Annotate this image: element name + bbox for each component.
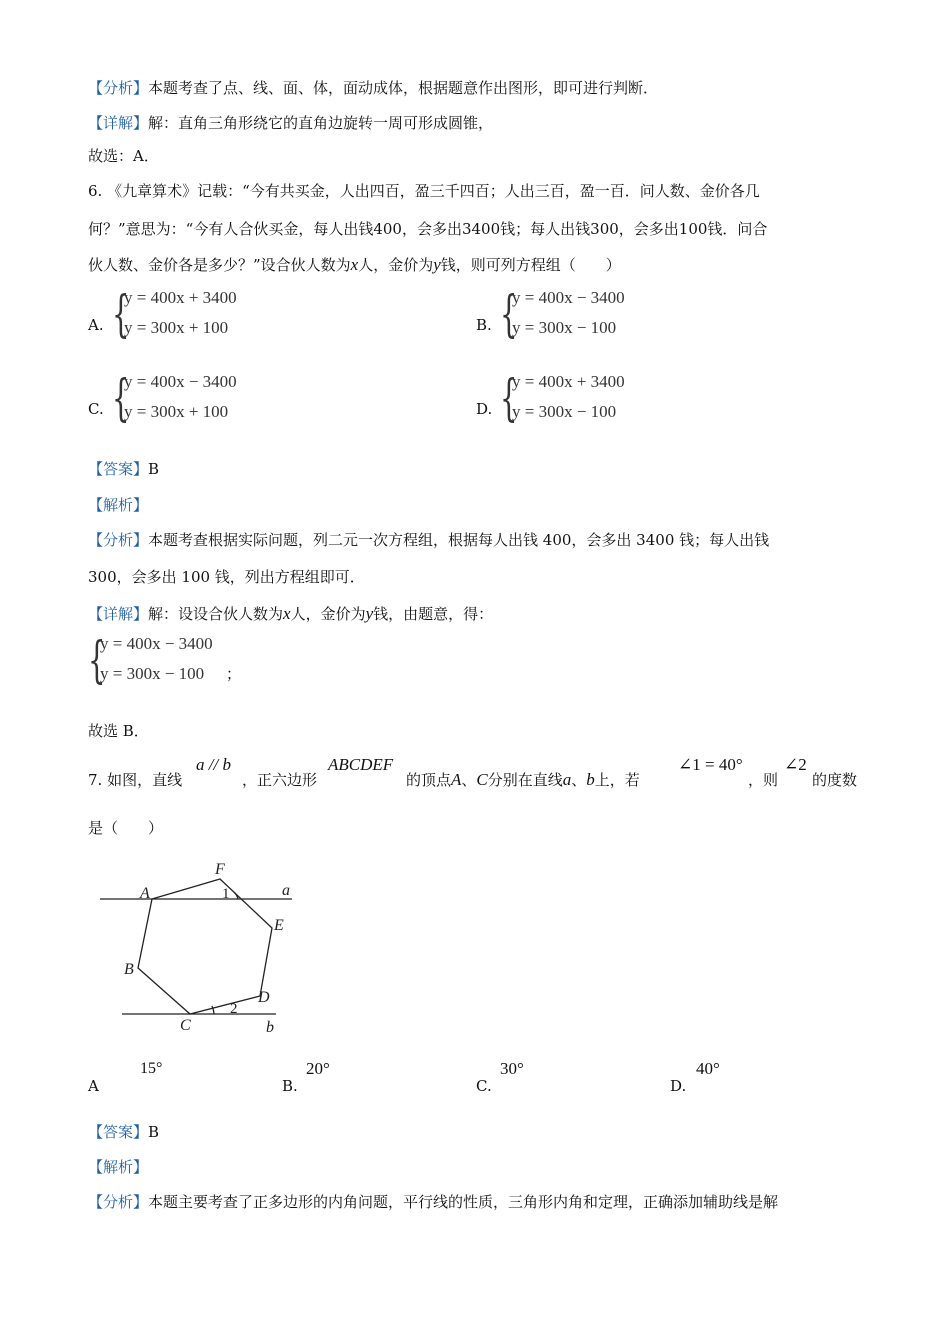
brace: { bbox=[112, 369, 130, 427]
label-angle2: 2 bbox=[230, 1001, 238, 1017]
q7-analysis-line bbox=[88, 1192, 778, 1212]
q7-vertices-line bbox=[406, 770, 640, 790]
q6-option-c-label: C. bbox=[88, 400, 104, 418]
label-C: C bbox=[180, 1017, 191, 1034]
q7-option-a-value: 15° bbox=[140, 1060, 163, 1077]
var-C: C bbox=[476, 770, 488, 789]
q6-solution-semicolon: ； bbox=[226, 665, 242, 683]
q7-hexagon-figure bbox=[96, 856, 306, 1036]
equation: y = 400x − 3400 bbox=[100, 634, 213, 653]
answer-tag: 【答案】 bbox=[88, 1123, 149, 1141]
q6-explain-tag bbox=[88, 495, 148, 515]
analysis-text: 本题主要考查了正多边形的内角问题，平行线的性质，三角形内角和定理，正确添加辅助线是解 bbox=[148, 1193, 779, 1211]
analysis-text: 本题考查了点、线、面、体，面动成体，根据题意作出图形，即可进行判断． bbox=[148, 79, 659, 97]
q6-option-b-system bbox=[500, 285, 660, 348]
brace: { bbox=[88, 631, 106, 689]
q6-analysis-line1 bbox=[88, 530, 769, 550]
detail-text: 解：直角三角形绕它的直角边旋转一周可形成圆锥， bbox=[148, 114, 494, 132]
q7-option-a-label: A bbox=[88, 1077, 99, 1095]
q7-hexagon-name: ABCDEF bbox=[328, 755, 394, 774]
stem-text: 、 bbox=[571, 771, 587, 789]
q6-conclusion: 故选 B． bbox=[88, 722, 149, 740]
label-B: B bbox=[124, 961, 134, 978]
stem-text: 伙人数、金价各是多少？”设合伙人数为 bbox=[88, 256, 351, 274]
angle2-arc bbox=[212, 1006, 214, 1014]
q6-option-c-system bbox=[112, 369, 272, 432]
detail-tag: 【详解】 bbox=[88, 605, 149, 623]
label-E: E bbox=[274, 917, 284, 934]
q7-explain-tag bbox=[88, 1157, 148, 1177]
label-angle1: 1 bbox=[222, 886, 230, 902]
equation: y = 400x + 3400 bbox=[512, 372, 625, 391]
answer-tag: 【答案】 bbox=[88, 460, 149, 478]
q7-parallel: a // b bbox=[196, 755, 231, 774]
var-A: A bbox=[451, 770, 462, 789]
q7-option-c-label: C. bbox=[476, 1077, 492, 1095]
equation: y = 300x − 100 bbox=[100, 664, 205, 683]
label-A: A bbox=[140, 885, 150, 902]
detail-tag: 【详解】 bbox=[88, 114, 149, 132]
q6-option-a-label: A. bbox=[88, 316, 104, 334]
q7-t7: 的度数 bbox=[812, 771, 858, 789]
label-F: F bbox=[215, 861, 225, 878]
detail-text: 钱，由题意，得： bbox=[373, 605, 494, 623]
angle1-arc bbox=[234, 892, 238, 899]
q6-stem-line3 bbox=[88, 255, 621, 275]
var-a: a bbox=[562, 770, 572, 789]
brace: { bbox=[500, 369, 518, 427]
label-a: a bbox=[282, 882, 290, 899]
q7-angle2: ∠2 bbox=[784, 755, 807, 774]
brace: { bbox=[500, 285, 518, 343]
q5-detail-line bbox=[88, 113, 493, 133]
equation: y = 300x + 100 bbox=[124, 402, 229, 421]
analysis-tag: 【分析】 bbox=[88, 531, 149, 549]
q7-t1: 7. 如图，直线 bbox=[88, 771, 183, 789]
analysis-tag: 【分析】 bbox=[88, 1193, 149, 1211]
stem-text: 的顶点 bbox=[406, 771, 452, 789]
equation: y = 400x + 3400 bbox=[124, 288, 237, 307]
q7-answer-line bbox=[88, 1122, 159, 1142]
var-b: b bbox=[586, 770, 595, 789]
q7-t6: ，则 bbox=[748, 771, 779, 789]
q7-angle1: ∠1 = 40° bbox=[678, 755, 743, 774]
stem-text: 、 bbox=[461, 771, 477, 789]
q7-option-c-value: 30° bbox=[500, 1059, 524, 1078]
explain-tag: 【解析】 bbox=[88, 1158, 149, 1176]
label-D: D bbox=[258, 989, 270, 1006]
detail-text: 解：设设合伙人数为 bbox=[148, 605, 284, 623]
stem-text: 钱，则可列方程组（ ） bbox=[440, 256, 621, 274]
var-y: y bbox=[433, 255, 441, 274]
brace: { bbox=[112, 285, 130, 343]
equation: y = 300x + 100 bbox=[124, 318, 229, 337]
q7-option-d-value: 40° bbox=[696, 1059, 720, 1078]
answer-value: B bbox=[148, 460, 160, 478]
q7-option-b-label: B. bbox=[282, 1077, 298, 1095]
analysis-text: 本题考查根据实际问题，列二元一次方程组，根据每人出钱 400，会多出 3400 钱；每人出钱 bbox=[148, 531, 770, 549]
label-b: b bbox=[266, 1019, 274, 1036]
q6-solution-system bbox=[88, 631, 248, 694]
q6-option-a-system bbox=[112, 285, 272, 348]
detail-text: 人，金价为 bbox=[290, 605, 366, 623]
explain-tag: 【解析】 bbox=[88, 496, 149, 514]
q7-stem-line2: 是（ ） bbox=[88, 819, 164, 837]
q7-option-d-label: D. bbox=[670, 1077, 687, 1095]
stem-text: 上，若 bbox=[594, 771, 640, 789]
equation: y = 400x − 3400 bbox=[124, 372, 237, 391]
var-x: x bbox=[350, 255, 359, 274]
q7-option-b-value: 20° bbox=[306, 1059, 330, 1078]
q5-conclusion: 故选：A． bbox=[88, 147, 159, 165]
q5-analysis-line bbox=[88, 78, 658, 98]
answer-value: B bbox=[148, 1123, 160, 1141]
equation: y = 300x − 100 bbox=[512, 318, 617, 337]
q6-option-d-label: D. bbox=[476, 400, 493, 418]
q6-analysis-line2: 300，会多出 100 钱，列出方程组即可． bbox=[88, 568, 365, 586]
equation: y = 300x − 100 bbox=[512, 402, 617, 421]
q6-option-d-system bbox=[500, 369, 660, 432]
q7-t2: ，正六边形 bbox=[242, 771, 318, 789]
q6-option-b-label: B. bbox=[476, 316, 492, 334]
analysis-tag: 【分析】 bbox=[88, 79, 149, 97]
stem-text: 人，金价为 bbox=[358, 256, 434, 274]
q6-answer-line bbox=[88, 459, 159, 479]
q6-detail-line bbox=[88, 604, 493, 624]
equation: y = 400x − 3400 bbox=[512, 288, 625, 307]
var-x: x bbox=[283, 604, 291, 623]
stem-text: 分别在直线 bbox=[487, 771, 563, 789]
q6-stem-line2: 何？”意思为：“今有人合伙买金，每人出钱400，会多出3400钱；每人出钱300，会多出100钱．问合 bbox=[88, 220, 768, 238]
var-y: y bbox=[365, 604, 374, 623]
q6-stem-line1: 6. 《九章算术》记载：“今有共买金，人出四百，盈三千四百；人出三百，盈一百．问人数、金价各几 bbox=[88, 182, 760, 200]
